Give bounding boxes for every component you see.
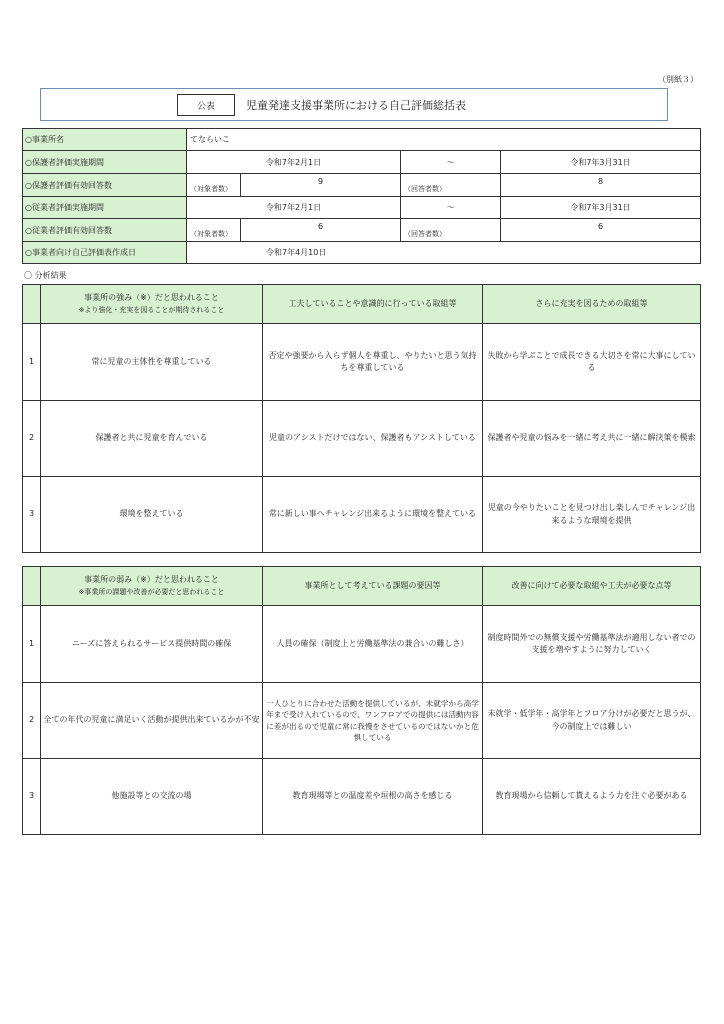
guardian-response-count: 8 [501, 174, 701, 197]
strengths-header-main: 事業所の強み（※）だと思われること [84, 293, 219, 302]
weakness-fix: 未就学・低学年・高学年とフロア分けが必要だと思うが、今の制度上では難しい [483, 683, 701, 759]
page-title: 児童発達支援事業所における自己評価総括表 [246, 99, 466, 112]
analysis-section-label: 〇 分析結果 [24, 271, 67, 280]
strength-effort: 否定や強要から入らず個人を尊重し、やりたいと思う気持ちを尊重している [263, 324, 483, 401]
table-row [23, 759, 701, 835]
staff-response-count: 6 [501, 219, 701, 242]
office-name-label: ○事業所名 [23, 129, 187, 151]
guardian-target-count: 9 [241, 174, 401, 197]
strength-point: 常に児童の主体性を尊重している [41, 324, 263, 401]
table-row [23, 324, 701, 401]
row-number: 2 [23, 683, 41, 759]
strength-point: 環境を整えている [41, 477, 263, 553]
guardian-target-count-label: （対象者数） [187, 174, 241, 197]
strength-effort: 児童のアシストだけではない、保護者もアシストしている [263, 401, 483, 477]
weakness-point: 他施設等との交流の場 [41, 759, 263, 835]
weaknesses-header-fix: 改善に向けて必要な取組や工夫が必要な点等 [483, 567, 701, 606]
weaknesses-header-no [23, 567, 41, 606]
guardian-response-count-label: （回答者数） [401, 174, 501, 197]
guardian-period-end: 令和7年3月31日 [501, 151, 701, 174]
weaknesses-header-point [41, 567, 263, 606]
strengths-header-effort: 工夫していることや意識的に行っている取組等 [263, 285, 483, 324]
staff-response-count-label: （回答者数） [401, 219, 501, 242]
guardian-period-label: ○保護者評価実施期間 [23, 151, 187, 174]
staff-period-start: 令和7年2月1日 [187, 197, 401, 219]
guardian-responses-label: ○保護者評価有効回答数 [23, 174, 187, 197]
guardian-period-tilde: ～ [401, 151, 501, 174]
strengths-header-sub: ※より強化・充実を図ることが期待されること [78, 305, 225, 314]
created-date-label: ○事業者向け自己評価表作成日 [23, 242, 187, 264]
strength-next: 児童の今やりたいことを見つけ出し楽しんでチャレンジ出来るような環境を提供 [483, 477, 701, 553]
strength-next: 失敗から学ぶことで成長できる大切さを常に大事にしている [483, 324, 701, 401]
strength-point: 保護者と共に児童を育んでいる [41, 401, 263, 477]
weakness-point: 全ての年代の児童に満足いく活動が提供出来ているかが不安 [41, 683, 263, 759]
staff-period-label: ○従業者評価実施期間 [23, 197, 187, 219]
weaknesses-table [22, 566, 701, 835]
weakness-fix: 教育現場から信頼して貰えるよう力を注ぐ必要がある [483, 759, 701, 835]
strengths-header-next: さらに充実を図るための取組等 [483, 285, 701, 324]
created-date-value: 令和7年4月10日 [187, 242, 701, 264]
row-number: 3 [23, 759, 41, 835]
staff-responses-label: ○従業者評価有効回答数 [23, 219, 187, 242]
weakness-fix: 制度時間外での無償支援や労働基準法が適用しない者での支援を増やすように努力していく [483, 606, 701, 683]
guardian-period-start: 令和7年2月1日 [187, 151, 401, 174]
weakness-cause: 人員の確保（制度上と労働基準法の兼合いの難しさ） [263, 606, 483, 683]
row-number: 3 [23, 477, 41, 553]
table-row [23, 683, 701, 759]
row-number: 2 [23, 401, 41, 477]
annex-label: （別紙３） [658, 75, 698, 84]
weakness-point: ニーズに答えられるサービス提供時間の確保 [41, 606, 263, 683]
strengths-header-no [23, 285, 41, 324]
table-row [23, 477, 701, 553]
staff-target-count: 6 [241, 219, 401, 242]
weaknesses-header-cause: 事業所として考えている課題の要因等 [263, 567, 483, 606]
weakness-cause: 教育現場等との温度差や垣根の高さを感じる [263, 759, 483, 835]
publication-label: 公表 [177, 94, 235, 116]
weaknesses-header-main: 事業所の弱み（※）だと思われること [84, 575, 219, 584]
table-row [23, 606, 701, 683]
row-number: 1 [23, 606, 41, 683]
strengths-header-point [41, 285, 263, 324]
staff-target-count-label: （対象者数） [187, 219, 241, 242]
title-box [40, 88, 668, 121]
staff-period-end: 令和7年3月31日 [501, 197, 701, 219]
strength-effort: 常に新しい事へチャレンジ出来るように環境を整えている [263, 477, 483, 553]
table-row [23, 401, 701, 477]
row-number: 1 [23, 324, 41, 401]
strength-next: 保護者や児童の悩みを一緒に考え共に一緒に解決策を模索 [483, 401, 701, 477]
staff-period-tilde: ～ [401, 197, 501, 219]
weakness-cause: 一人ひとりに合わせた活動を提供しているが、未就学から高学年まで受け入れているので、ワンフロアでの提供には活動内容に差が出るので児童に常に我慢をさせているのではないかと危惧している [263, 683, 483, 759]
strengths-table [22, 284, 701, 553]
weaknesses-header-sub: ※事業所の課題や改善が必要だと思われること [78, 587, 225, 596]
office-name-value: てならいこ [187, 129, 701, 151]
office-info-table [22, 128, 701, 264]
